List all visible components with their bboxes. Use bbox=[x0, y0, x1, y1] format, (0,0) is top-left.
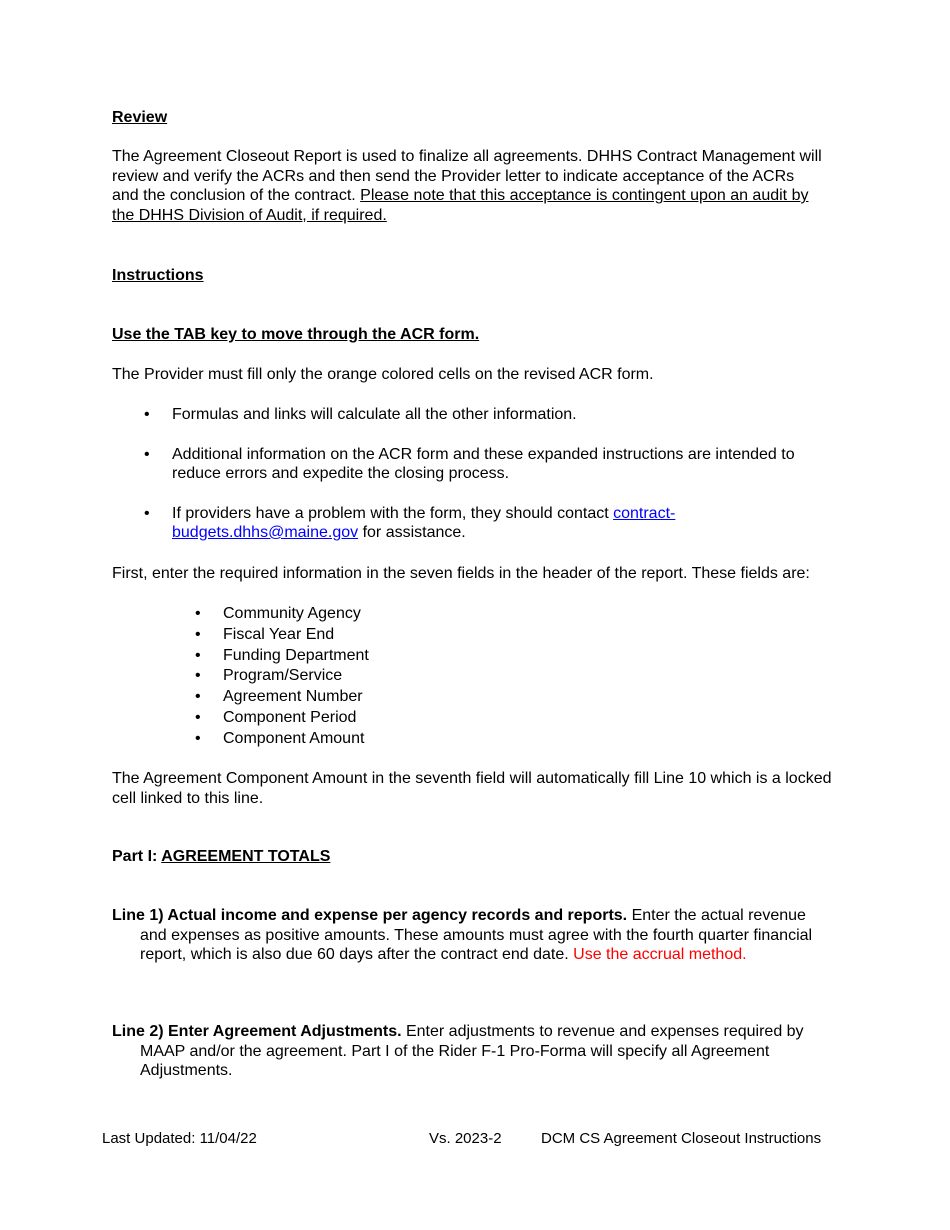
part1-title: AGREEMENT TOTALS bbox=[161, 848, 331, 865]
line1-paragraph: Line 1) Actual income and expense per agency records and reports. Enter the actual revenue and expenses as positive amounts. These amounts must agree with the fourth quarter financial report, which is also due 60 days after the contract end date. Use the accrual method. bbox=[112, 907, 813, 963]
footer-updated: Last Updated: 11/04/22 bbox=[102, 1130, 257, 1147]
bullet-icon: • bbox=[144, 406, 150, 423]
bullet-icon: • bbox=[144, 445, 150, 463]
contact-email-link[interactable]: contract-budgets.dhhs@maine.gov bbox=[172, 504, 676, 541]
line2-title: Line 2) Enter Agreement Adjustments. bbox=[112, 1023, 402, 1040]
review-heading: Review bbox=[112, 109, 168, 126]
field-list-item: • Community Agency bbox=[195, 605, 361, 622]
footer-title: DCM CS Agreement Closeout Instructions bbox=[541, 1130, 822, 1147]
bullet-icon: • bbox=[195, 667, 201, 685]
accrual-method-note: Use the accrual method. bbox=[573, 946, 747, 963]
list-item: • Additional information on the ACR form and these expanded instructions are intended to reduce errors and expedite the closing process. bbox=[144, 445, 795, 482]
tab-key-heading: Use the TAB key to move through the ACR form. bbox=[112, 326, 480, 343]
field-list-item: • Funding Department bbox=[195, 646, 369, 664]
list-item: • Formulas and links will calculate all the other information. bbox=[144, 406, 577, 423]
part1-heading: Part I: AGREEMENT TOTALS bbox=[112, 848, 331, 865]
line1-title: Line 1) Actual income and expense per agency records and reports. bbox=[112, 907, 628, 924]
list-item: • If providers have a problem with the form, they should contact contract-budgets.dhhs@maine.gov for assistance. bbox=[144, 504, 676, 541]
bullet-icon: • bbox=[195, 646, 201, 664]
instruction-bullets bbox=[144, 405, 840, 543]
line2-paragraph: Line 2) Enter Agreement Adjustments. Enter adjustments to revenue and expenses required by MAAP and/or the agreement. Part I of the Rider F-1 Pro-Forma will specify all Agreement Adjustments. bbox=[112, 1023, 804, 1079]
instructions-heading: Instructions bbox=[112, 267, 204, 284]
bullet-icon: • bbox=[195, 605, 201, 622]
bullet-icon: • bbox=[195, 625, 201, 643]
bullet-icon: • bbox=[195, 729, 201, 747]
field-list-item: • Component Amount bbox=[195, 729, 365, 747]
bullet-icon: • bbox=[195, 688, 201, 706]
field-list-item: • Component Period bbox=[195, 708, 357, 726]
provider-text: The Provider must fill only the orange colored cells on the revised ACR form. bbox=[112, 366, 654, 383]
review-text: The Agreement Closeout Report is used to finalize all agreements. DHHS Contract Management will review and verify the ACRs and then send the Provider letter to indicate acceptance of the ACRs and the conclusion of the contract. bbox=[112, 148, 822, 204]
field-list-item: • Agreement Number bbox=[195, 688, 363, 706]
footer-version: Vs. 2023-2 bbox=[429, 1130, 502, 1147]
header-fields-list bbox=[195, 604, 623, 750]
bullet-icon: • bbox=[195, 708, 201, 726]
review-paragraph bbox=[112, 147, 824, 225]
field-list-item: • Fiscal Year End bbox=[195, 625, 335, 643]
header-fields-intro: First, enter the required information in the seven fields in the header of the report. These fields are: bbox=[112, 565, 810, 582]
bullet-icon: • bbox=[144, 504, 150, 522]
field-list-item: • Program/Service bbox=[195, 667, 343, 685]
review-underlined-text: Please note that this acceptance is contingent upon an audit by the DHHS Division of Audit, if required. bbox=[112, 187, 809, 224]
component-amount-text: The Agreement Component Amount in the seventh field will automatically fill Line 10 which is a locked cell linked to this line. bbox=[112, 770, 832, 807]
